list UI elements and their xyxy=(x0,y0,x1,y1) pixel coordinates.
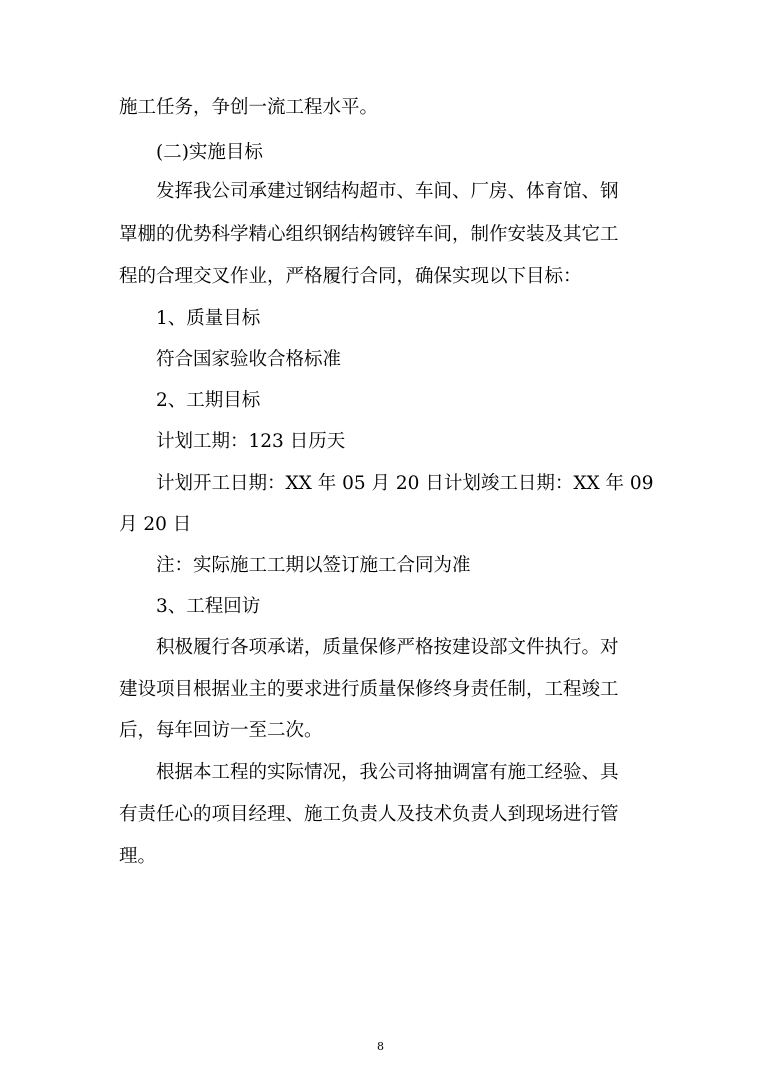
text-line: 施工任务，争创一流工程水平。 xyxy=(119,97,379,118)
text-line: 计划工期：123 日历天 xyxy=(156,431,346,452)
page-number: 8 xyxy=(377,1040,384,1053)
text-line: 理。 xyxy=(119,846,157,867)
subsection-heading: 1、质量目标 xyxy=(156,308,261,329)
text-line: 积极履行各项承诺，质量保修严格按建设部文件执行。对 xyxy=(156,637,619,658)
text-line: 有责任心的项目经理、施工负责人及技术负责人到现场进行管 xyxy=(119,804,619,825)
text-line: 发挥我公司承建过钢结构超市、车间、厂房、体育馆、钢 xyxy=(156,181,619,202)
text-line: 后，每年回访一至二次。 xyxy=(119,720,323,741)
text-line: 月 20 日 xyxy=(119,514,192,535)
section-heading: (二)实施目标 xyxy=(156,142,263,163)
text-line: 建设项目根据业主的要求进行质量保修终身责任制，工程竣工 xyxy=(119,679,619,700)
subsection-heading: 2、工期目标 xyxy=(156,390,261,411)
text-line: 符合国家验收合格标准 xyxy=(156,349,342,370)
subsection-heading: 3、工程回访 xyxy=(156,596,261,617)
text-line: 根据本工程的实际情况，我公司将抽调富有施工经验、具 xyxy=(156,762,619,783)
text-line: 程的合理交叉作业，严格履行合同，确保实现以下目标： xyxy=(119,266,582,287)
text-line: 罩棚的优势科学精心组织钢结构镀锌车间，制作安装及其它工 xyxy=(119,224,619,245)
note-line: 注：实际施工工期以签订施工合同为准 xyxy=(156,555,471,576)
text-line: 计划开工日期：XX 年 05 月 20 日计划竣工日期：XX 年 09 xyxy=(156,473,654,494)
